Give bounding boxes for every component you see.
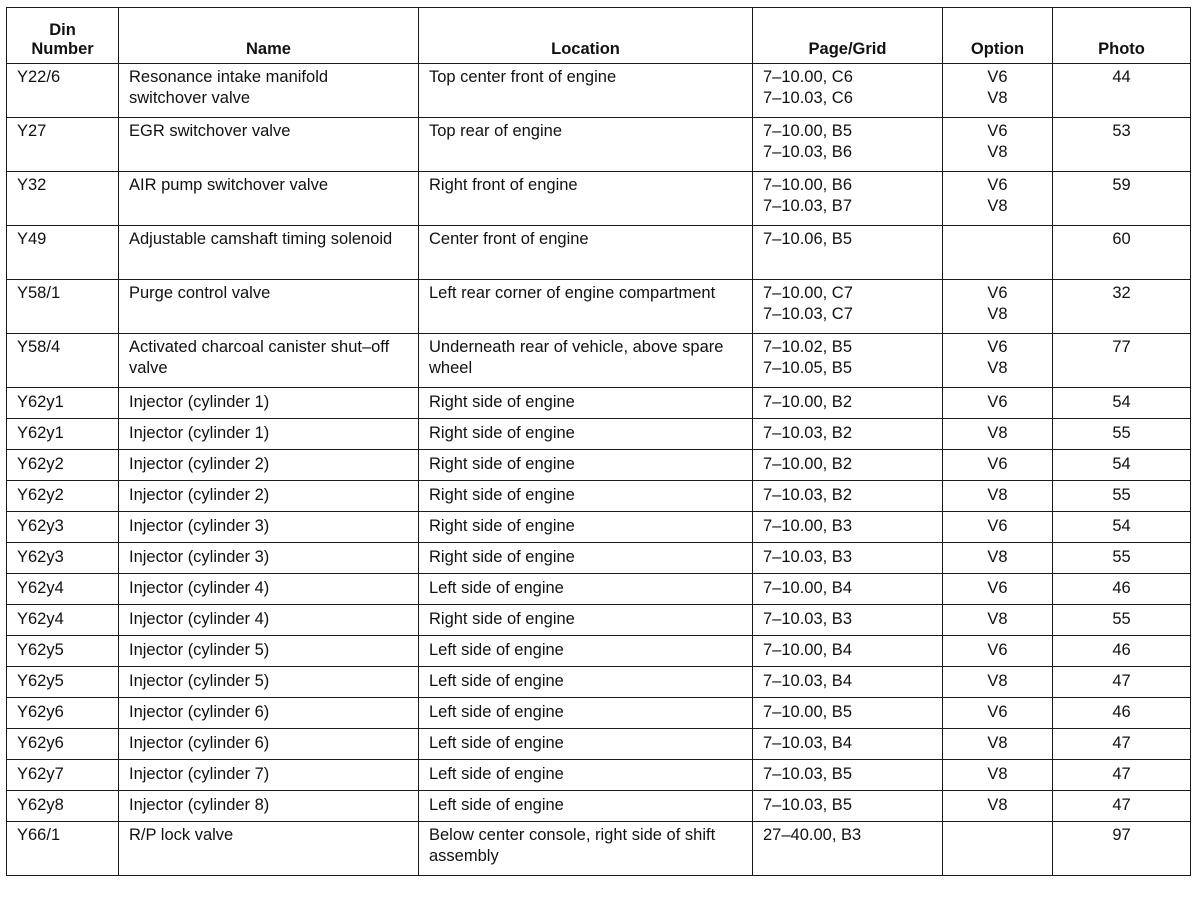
option-cell: V6 [943,450,1053,481]
page-grid-cell: 7–10.00, B2 [753,450,943,481]
page-grid-cell: 7–10.00, B5 7–10.03, B6 [753,118,943,172]
photo-cell: 46 [1053,574,1191,605]
page-grid-cell: 7–10.00, C7 7–10.03, C7 [753,280,943,334]
location-cell: Left side of engine [419,729,753,760]
table-row [7,605,1191,636]
table-row [7,172,1191,226]
option-cell: V6 V8 [943,118,1053,172]
location-cell: Left side of engine [419,698,753,729]
page-grid-cell: 7–10.00, B6 7–10.03, B7 [753,172,943,226]
option-cell: V8 [943,667,1053,698]
location-cell: Left side of engine [419,574,753,605]
location-cell: Right side of engine [419,512,753,543]
option-cell: V6 V8 [943,280,1053,334]
option-cell: V6 [943,512,1053,543]
location-cell: Right side of engine [419,419,753,450]
location-cell: Left side of engine [419,636,753,667]
name-cell: Injector (cylinder 3) [119,543,419,574]
name-cell: Injector (cylinder 1) [119,419,419,450]
table-row [7,791,1191,822]
photo-cell: 77 [1053,334,1191,388]
photo-cell: 54 [1053,388,1191,419]
header-photo: Photo [1053,8,1191,64]
name-cell: Purge control valve [119,280,419,334]
location-cell: Below center console, right side of shift assembly [419,822,753,876]
option-cell: V6 [943,636,1053,667]
din-number-cell: Y62y7 [7,760,119,791]
option-cell [943,822,1053,876]
name-cell: EGR switchover valve [119,118,419,172]
name-cell: Injector (cylinder 2) [119,450,419,481]
din-number-cell: Y62y4 [7,574,119,605]
photo-cell: 55 [1053,543,1191,574]
location-cell: Left side of engine [419,667,753,698]
location-cell: Right front of engine [419,172,753,226]
photo-cell: 46 [1053,636,1191,667]
page-grid-cell: 7–10.03, B3 [753,543,943,574]
option-cell: V6 V8 [943,334,1053,388]
name-cell: AIR pump switchover valve [119,172,419,226]
page-grid-cell: 27–40.00, B3 [753,822,943,876]
din-number-cell: Y58/4 [7,334,119,388]
table-row [7,729,1191,760]
page-grid-cell: 7–10.03, B5 [753,791,943,822]
page-grid-cell: 7–10.02, B5 7–10.05, B5 [753,334,943,388]
header-din-number: Din Number [7,8,119,64]
location-cell: Underneath rear of vehicle, above spare wheel [419,334,753,388]
photo-cell: 59 [1053,172,1191,226]
location-cell: Right side of engine [419,388,753,419]
page-grid-cell: 7–10.00, B4 [753,636,943,667]
table-row [7,280,1191,334]
din-number-cell: Y62y3 [7,543,119,574]
photo-cell: 47 [1053,667,1191,698]
option-cell: V6 V8 [943,172,1053,226]
location-cell: Center front of engine [419,226,753,280]
page-grid-cell: 7–10.00, B5 [753,698,943,729]
table-row [7,698,1191,729]
photo-cell: 46 [1053,698,1191,729]
location-cell: Right side of engine [419,481,753,512]
name-cell: Injector (cylinder 6) [119,698,419,729]
name-cell: Injector (cylinder 8) [119,791,419,822]
page-grid-cell: 7–10.00, B2 [753,388,943,419]
table-row [7,822,1191,876]
location-cell: Left side of engine [419,760,753,791]
table-row [7,450,1191,481]
din-number-cell: Y62y8 [7,791,119,822]
name-cell: Adjustable camshaft timing solenoid [119,226,419,280]
din-number-cell: Y58/1 [7,280,119,334]
parts-location-sheet [6,7,1190,876]
din-number-cell: Y62y2 [7,450,119,481]
din-number-cell: Y62y6 [7,729,119,760]
din-number-cell: Y66/1 [7,822,119,876]
location-cell: Right side of engine [419,605,753,636]
option-cell: V6 V8 [943,64,1053,118]
page-grid-cell: 7–10.00, C6 7–10.03, C6 [753,64,943,118]
location-cell: Right side of engine [419,450,753,481]
din-number-cell: Y22/6 [7,64,119,118]
location-cell: Left rear corner of engine compartment [419,280,753,334]
table-row [7,543,1191,574]
din-number-cell: Y62y1 [7,388,119,419]
location-cell: Left side of engine [419,791,753,822]
option-cell: V6 [943,574,1053,605]
page-grid-cell: 7–10.03, B5 [753,760,943,791]
location-cell: Top rear of engine [419,118,753,172]
name-cell: Resonance intake manifold switchover valve [119,64,419,118]
page-grid-cell: 7–10.03, B3 [753,605,943,636]
header-location: Location [419,8,753,64]
name-cell: Injector (cylinder 5) [119,667,419,698]
table-row [7,118,1191,172]
location-cell: Right side of engine [419,543,753,574]
din-number-cell: Y62y1 [7,419,119,450]
table-row [7,334,1191,388]
page-grid-cell: 7–10.03, B2 [753,419,943,450]
din-number-cell: Y62y5 [7,636,119,667]
option-cell: V8 [943,419,1053,450]
din-number-cell: Y62y4 [7,605,119,636]
name-cell: Injector (cylinder 3) [119,512,419,543]
option-cell: V8 [943,481,1053,512]
photo-cell: 55 [1053,419,1191,450]
option-cell: V8 [943,543,1053,574]
name-cell: R/P lock valve [119,822,419,876]
photo-cell: 44 [1053,64,1191,118]
din-number-cell: Y32 [7,172,119,226]
name-cell: Injector (cylinder 4) [119,574,419,605]
photo-cell: 55 [1053,481,1191,512]
name-cell: Injector (cylinder 4) [119,605,419,636]
table-row [7,481,1191,512]
header-name: Name [119,8,419,64]
name-cell: Injector (cylinder 2) [119,481,419,512]
photo-cell: 32 [1053,280,1191,334]
option-cell [943,226,1053,280]
table-row [7,760,1191,791]
table-row [7,64,1191,118]
option-cell: V6 [943,698,1053,729]
option-cell: V8 [943,791,1053,822]
photo-cell: 47 [1053,760,1191,791]
table-row [7,574,1191,605]
din-number-cell: Y62y5 [7,667,119,698]
option-cell: V6 [943,388,1053,419]
photo-cell: 55 [1053,605,1191,636]
din-number-cell: Y49 [7,226,119,280]
name-cell: Injector (cylinder 7) [119,760,419,791]
din-number-cell: Y62y2 [7,481,119,512]
page-grid-cell: 7–10.03, B2 [753,481,943,512]
din-number-cell: Y62y6 [7,698,119,729]
name-cell: Injector (cylinder 5) [119,636,419,667]
photo-cell: 54 [1053,450,1191,481]
option-cell: V8 [943,760,1053,791]
din-number-cell: Y62y3 [7,512,119,543]
photo-cell: 60 [1053,226,1191,280]
table-row [7,512,1191,543]
option-cell: V8 [943,729,1053,760]
page-grid-cell: 7–10.03, B4 [753,729,943,760]
page-grid-cell: 7–10.00, B4 [753,574,943,605]
page-grid-cell: 7–10.06, B5 [753,226,943,280]
location-cell: Top center front of engine [419,64,753,118]
page-grid-cell: 7–10.00, B3 [753,512,943,543]
photo-cell: 54 [1053,512,1191,543]
table-row [7,667,1191,698]
table-header-row [7,8,1191,64]
table-row [7,388,1191,419]
header-option: Option [943,8,1053,64]
name-cell: Injector (cylinder 1) [119,388,419,419]
header-page-grid: Page/Grid [753,8,943,64]
photo-cell: 53 [1053,118,1191,172]
option-cell: V8 [943,605,1053,636]
name-cell: Activated charcoal canister shut–off valve [119,334,419,388]
photo-cell: 47 [1053,729,1191,760]
photo-cell: 97 [1053,822,1191,876]
photo-cell: 47 [1053,791,1191,822]
din-number-cell: Y27 [7,118,119,172]
table-row [7,226,1191,280]
table-row [7,636,1191,667]
component-location-table [6,7,1191,876]
page-grid-cell: 7–10.03, B4 [753,667,943,698]
name-cell: Injector (cylinder 6) [119,729,419,760]
table-row [7,419,1191,450]
